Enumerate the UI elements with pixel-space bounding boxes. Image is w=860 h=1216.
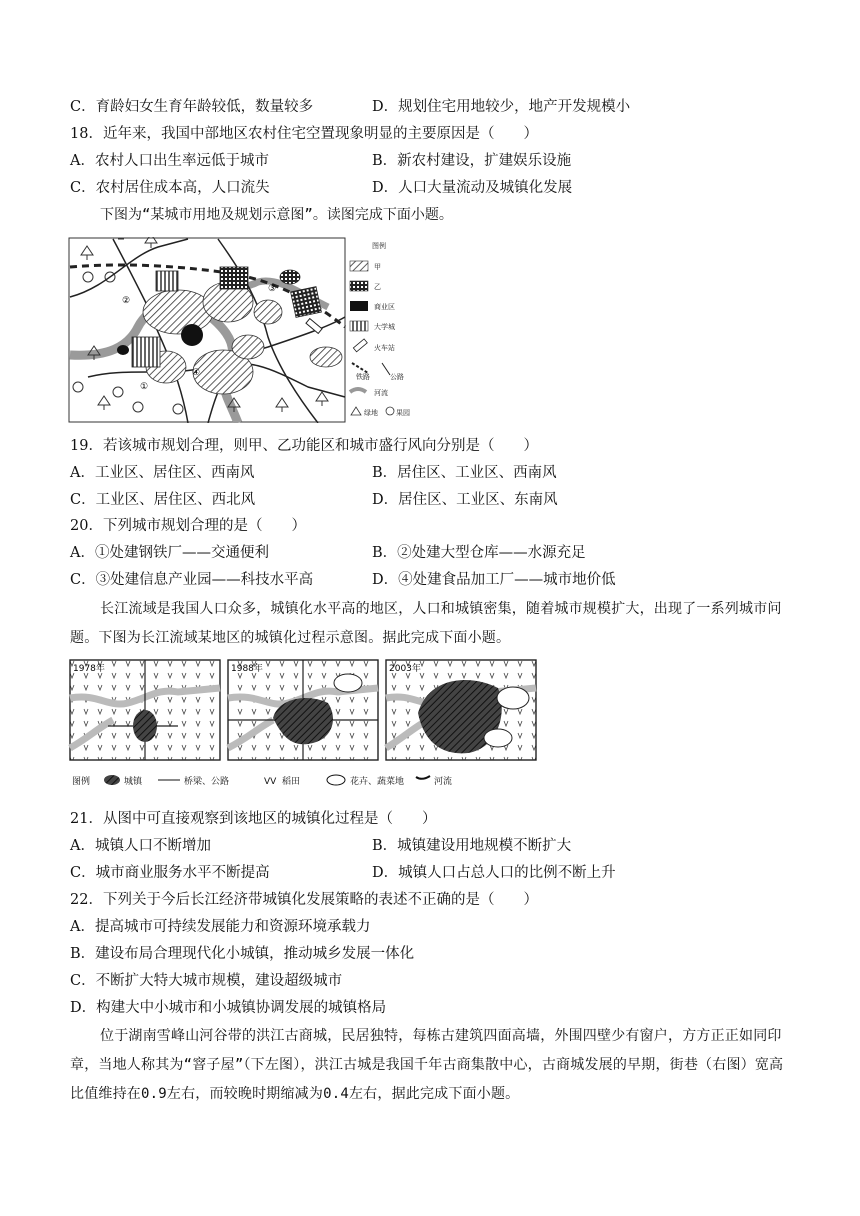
svg-text:图例: 图例 — [72, 777, 91, 787]
q19-option-b: B．居住区、工业区、西南风 — [372, 465, 557, 481]
year-1988: 1988年 — [231, 664, 263, 674]
svg-text:绿地: 绿地 — [364, 409, 378, 417]
intro-map2: 长江流域是我国人口众多，城镇化水平高的地区，人口和城镇密集，随着城市规模扩大，出现了一系列城市问题。下图为长江流域某地区的城镇化过程示意图。据此完成下面小题。 — [70, 601, 782, 646]
intro-passage3: 位于湖南雪峰山河谷带的洪江古商城，民居独特，每栋古建筑四面高墙，外围四壁少有窗户，方方正正如同印章，当地人称其为“窨子屋”（下左图），洪江古城是我国千年古商集散中心，古商城发展的早期，街巷（右图）宽高比值维持在0.9左右，而较晚时期缩减为0.4左右，据此完成下面小题。 — [70, 1028, 784, 1102]
q22-option-a: A．提高城市可持续发展能力和资源环境承载力 — [70, 919, 371, 935]
q20-option-c: C．③处建信息产业园——科技水平高 — [70, 572, 314, 588]
q21-option-c: C．城市商业服务水平不断提高 — [70, 865, 270, 881]
q17-option-c: C．育龄妇女生育年龄较低，数量较多 — [70, 99, 314, 115]
q20-option-d: D．④处建食品加工厂——城市地价低 — [372, 572, 616, 588]
q18-option-d: D．人口大量流动及城镇化发展 — [372, 180, 573, 196]
year-2003: 2003年 — [389, 664, 421, 674]
svg-text:VV: VV — [264, 777, 277, 787]
svg-text:图例: 图例 — [372, 242, 386, 250]
marker-1: ① — [140, 382, 149, 392]
q21-option-b: B．城镇建设用地规模不断扩大 — [372, 838, 572, 854]
q19-option-a: A．工业区、居住区、西南风 — [70, 465, 255, 481]
map2-legend — [72, 775, 452, 787]
q19-option-d: D．居住区、工业区、东南风 — [372, 492, 558, 508]
q22-option-d: D．构建大中小城市和小城镇协调发展的城镇格局 — [70, 1000, 387, 1016]
svg-text:铁路: 铁路 — [356, 373, 370, 381]
svg-text:甲: 甲 — [374, 263, 381, 271]
q18-option-c: C．农村居住成本高，人口流失 — [70, 180, 270, 196]
marker-2: ② — [122, 296, 131, 306]
q20-stem: 20．下列城市规划合理的是（ ） — [70, 518, 306, 534]
urbanization-map — [68, 658, 538, 790]
q20-option-a: A．①处建钢铁厂——交通便利 — [70, 545, 269, 561]
q21-stem: 21．从图中可直接观察到该地区的城镇化过程是（ ） — [70, 811, 437, 827]
svg-text:城镇: 城镇 — [124, 777, 143, 787]
svg-text:花卉、蔬菜地: 花卉、蔬菜地 — [350, 777, 405, 787]
svg-text:桥梁、公路: 桥梁、公路 — [184, 777, 230, 787]
year-1978: 1978年 — [73, 664, 105, 674]
q19-option-c: C．工业区、居住区、西北风 — [70, 492, 256, 508]
q20-option-b: B．②处建大型仓库——水源充足 — [372, 545, 586, 561]
q22-stem: 22．下列关于今后长江经济带城镇化发展策略的表述不正确的是（ ） — [70, 892, 538, 908]
q18-stem: 18．近年来，我国中部地区农村住宅空置现象明显的主要原因是（ ） — [70, 126, 538, 142]
svg-text:乙: 乙 — [374, 283, 381, 291]
map1-legend — [350, 241, 410, 417]
svg-text:大学城: 大学城 — [374, 323, 395, 331]
q21-option-d: D．城镇人口占总人口的比例不断上升 — [372, 865, 616, 881]
panel-2003 — [386, 660, 536, 760]
svg-text:河流: 河流 — [374, 389, 388, 397]
q18-option-b: B．新农村建设，扩建娱乐设施 — [372, 153, 572, 169]
q17-option-d: D．规划住宅用地较少，地产开发规模小 — [372, 99, 631, 115]
panel-1978 — [70, 660, 220, 760]
svg-text:稻田: 稻田 — [282, 777, 301, 787]
marker-3: ③ — [268, 284, 277, 294]
q22-option-b: B．建设布局合理现代化小城镇，推动城乡发展一体化 — [70, 946, 415, 962]
city-land-use-map — [68, 237, 440, 423]
svg-text:火车站: 火车站 — [374, 344, 395, 352]
q18-option-a: A．农村人口出生率远低于城市 — [70, 153, 269, 169]
intro-map1: 下图为“某城市用地及规划示意图”。读图完成下面小题。 — [100, 207, 453, 223]
svg-text:商业区: 商业区 — [374, 303, 395, 311]
q22-option-c: C．不断扩大特大城市规模，建设超级城市 — [70, 973, 343, 989]
q19-stem: 19．若该城市规划合理，则甲、乙功能区和城市盛行风向分别是（ ） — [70, 438, 538, 454]
marker-4: ④ — [192, 368, 201, 378]
svg-text:果园: 果园 — [396, 409, 410, 417]
svg-text:公路: 公路 — [390, 373, 404, 381]
svg-text:河流: 河流 — [434, 777, 453, 787]
q21-option-a: A．城镇人口不断增加 — [70, 838, 211, 854]
panel-1988 — [228, 660, 378, 760]
